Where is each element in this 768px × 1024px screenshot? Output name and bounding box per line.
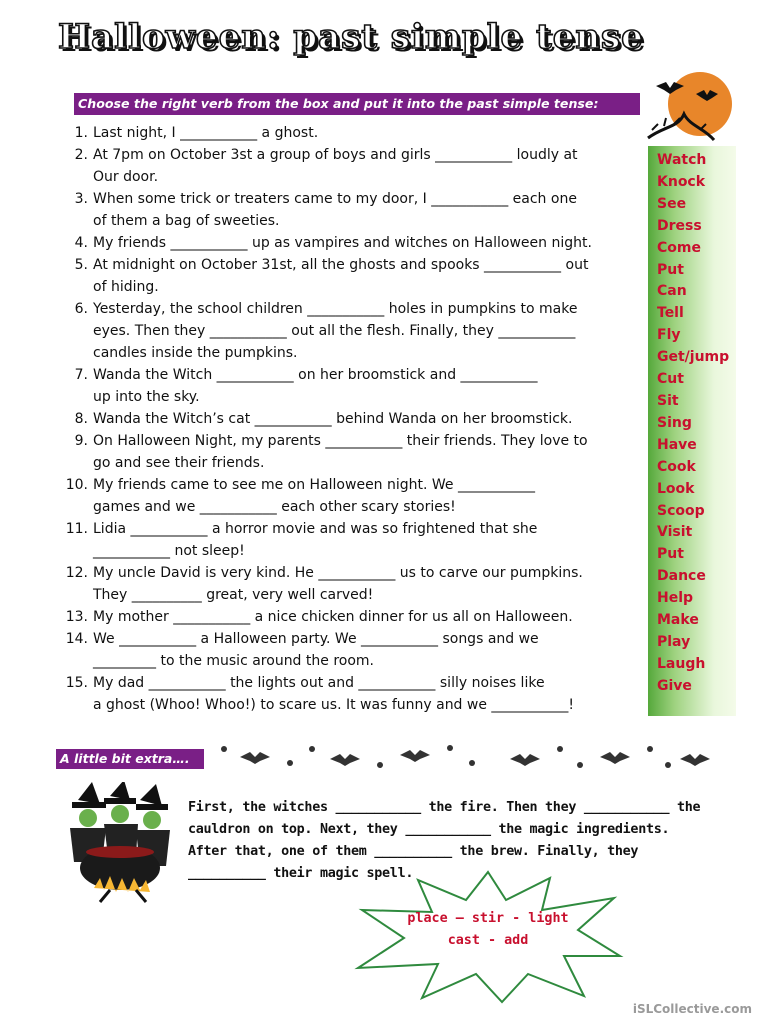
verb-item: Tell [657,305,684,322]
paragraph-line: First, the witches ___________ the fire. Then they ___________ the [188,800,701,815]
question-number: 14. [65,631,88,647]
question-item [58,298,638,364]
verb-item: Dance [657,568,706,585]
question-item [58,672,638,716]
question-text: At midnight on October 31st, all the ghosts and spooks ___________ out [93,257,589,273]
question-number: 3. [74,191,88,207]
paragraph-line: __________ their magic spell. [188,866,414,881]
question-text: eyes. Then they ___________ out all the flesh. Finally, they ___________ [93,323,576,339]
question-item [58,606,638,628]
verb-item: Put [657,261,684,278]
verb-item: Get/jump [657,349,730,366]
verb-item: Put [657,546,684,563]
verb-item: Cut [657,371,684,388]
verb-item: Scoop [657,502,705,519]
question-text: Wanda the Witch’s cat ___________ behind Wanda on her broomstick. [93,411,573,427]
verb-item: Can [657,283,687,300]
question-text: up into the sky. [93,389,200,405]
verb-item: Play [657,633,691,650]
question-number: 12. [65,565,88,581]
question-number: 7. [74,367,88,383]
question-text: games and we ___________ each other scary stories! [93,499,456,515]
question-item [58,254,638,298]
verb-item: Make [657,612,699,629]
question-text: At 7pm on October 3st a group of boys and girls ___________ loudly at [93,147,578,163]
question-number: 8. [74,411,88,427]
question-text: When some trick or treaters came to my door, I ___________ each one [93,191,577,207]
verb-item: Look [657,480,695,497]
verb-item: See [657,195,687,212]
question-number: 6. [74,301,88,317]
question-item [58,628,638,672]
question-item [58,518,638,562]
question-number: 9. [74,433,88,449]
question-text: a ghost (Whoo! Whoo!) to scare us. It was funny and we ___________! [93,697,575,713]
footer-watermark: iSLCollective.com [632,1002,752,1016]
verb-item: Fly [657,327,681,344]
paragraph-line: cauldron on top. Next, they ___________ the magic ingredients. [188,822,670,837]
question-item [58,144,638,188]
spider-bat-border-decoration [210,741,718,771]
question-item [58,474,638,518]
question-text: Our door. [93,169,159,185]
verb-item: Watch [657,152,707,168]
word-bank-line: cast - add [447,933,529,948]
verb-item: Dress [657,217,702,234]
question-item [58,188,638,232]
question-text: My friends ___________ up as vampires and witches on Halloween night. [93,235,592,251]
verb-item: Cook [657,458,696,475]
verb-item: Laugh [657,655,706,672]
instruction-banner: Choose the right verb from the box and put it into the past simple tense: [74,93,640,115]
extra-banner: A little bit extra…. [56,749,204,769]
verb-item: Sit [657,392,679,409]
question-text: My dad ___________ the lights out and ___________ silly noises like [93,675,545,691]
question-number: 11. [65,521,88,537]
question-text: go and see their friends. [93,455,265,471]
question-text: They __________ great, very well carved! [93,587,374,603]
question-text: My friends came to see me on Halloween night. We ___________ [93,477,535,493]
word-bank [352,908,624,952]
question-text: ___________ not sleep! [93,543,245,559]
question-text: Yesterday, the school children ___________ holes in pumpkins to make [93,301,578,317]
moon-bat-icon [644,68,744,146]
verb-box [648,146,736,716]
question-item [58,364,638,408]
question-text: My uncle David is very kind. He ___________ us to carve our pumpkins. [93,565,583,581]
question-number: 15. [65,675,88,691]
verb-item: Sing [657,414,692,431]
verb-item: Help [657,590,694,607]
question-number: 13. [65,609,88,625]
question-item [58,562,638,606]
verb-item: Come [657,239,701,256]
question-list [58,122,638,716]
paragraph-line: After that, one of them __________ the brew. Finally, they [188,844,639,859]
question-text: Lidia ___________ a horror movie and was so frightened that she [93,521,538,537]
question-item [58,430,638,474]
question-number: 1. [74,125,88,141]
question-text: On Halloween Night, my parents ___________ their friends. They love to [93,433,588,449]
question-item [58,122,638,144]
question-text: _________ to the music around the room. [93,653,374,669]
verb-item: Have [657,436,697,453]
question-text: We ___________ a Halloween party. We ___________ songs and we [93,631,539,647]
question-text: Last night, I ___________ a ghost. [93,125,319,141]
verb-item: Knock [657,173,706,190]
question-text: of them a bag of sweeties. [93,213,280,229]
question-number: 2. [74,147,88,163]
question-text: candles inside the pumpkins. [93,345,298,361]
question-item [58,232,638,254]
question-item [58,408,638,430]
worksheet-title: Halloween: past simple tense [58,17,644,57]
verb-item: Give [657,677,692,694]
word-bank-line: place – stir - light [407,911,569,926]
witches-cauldron-icon [60,782,180,904]
question-text: Wanda the Witch ___________ on her broomstick and ___________ [93,367,538,383]
question-text: My mother ___________ a nice chicken dinner for us all on Halloween. [93,609,573,625]
question-number: 10. [65,477,88,493]
question-number: 5. [74,257,88,273]
question-text: of hiding. [93,279,159,295]
verb-item: Visit [657,524,693,541]
question-number: 4. [74,235,88,251]
